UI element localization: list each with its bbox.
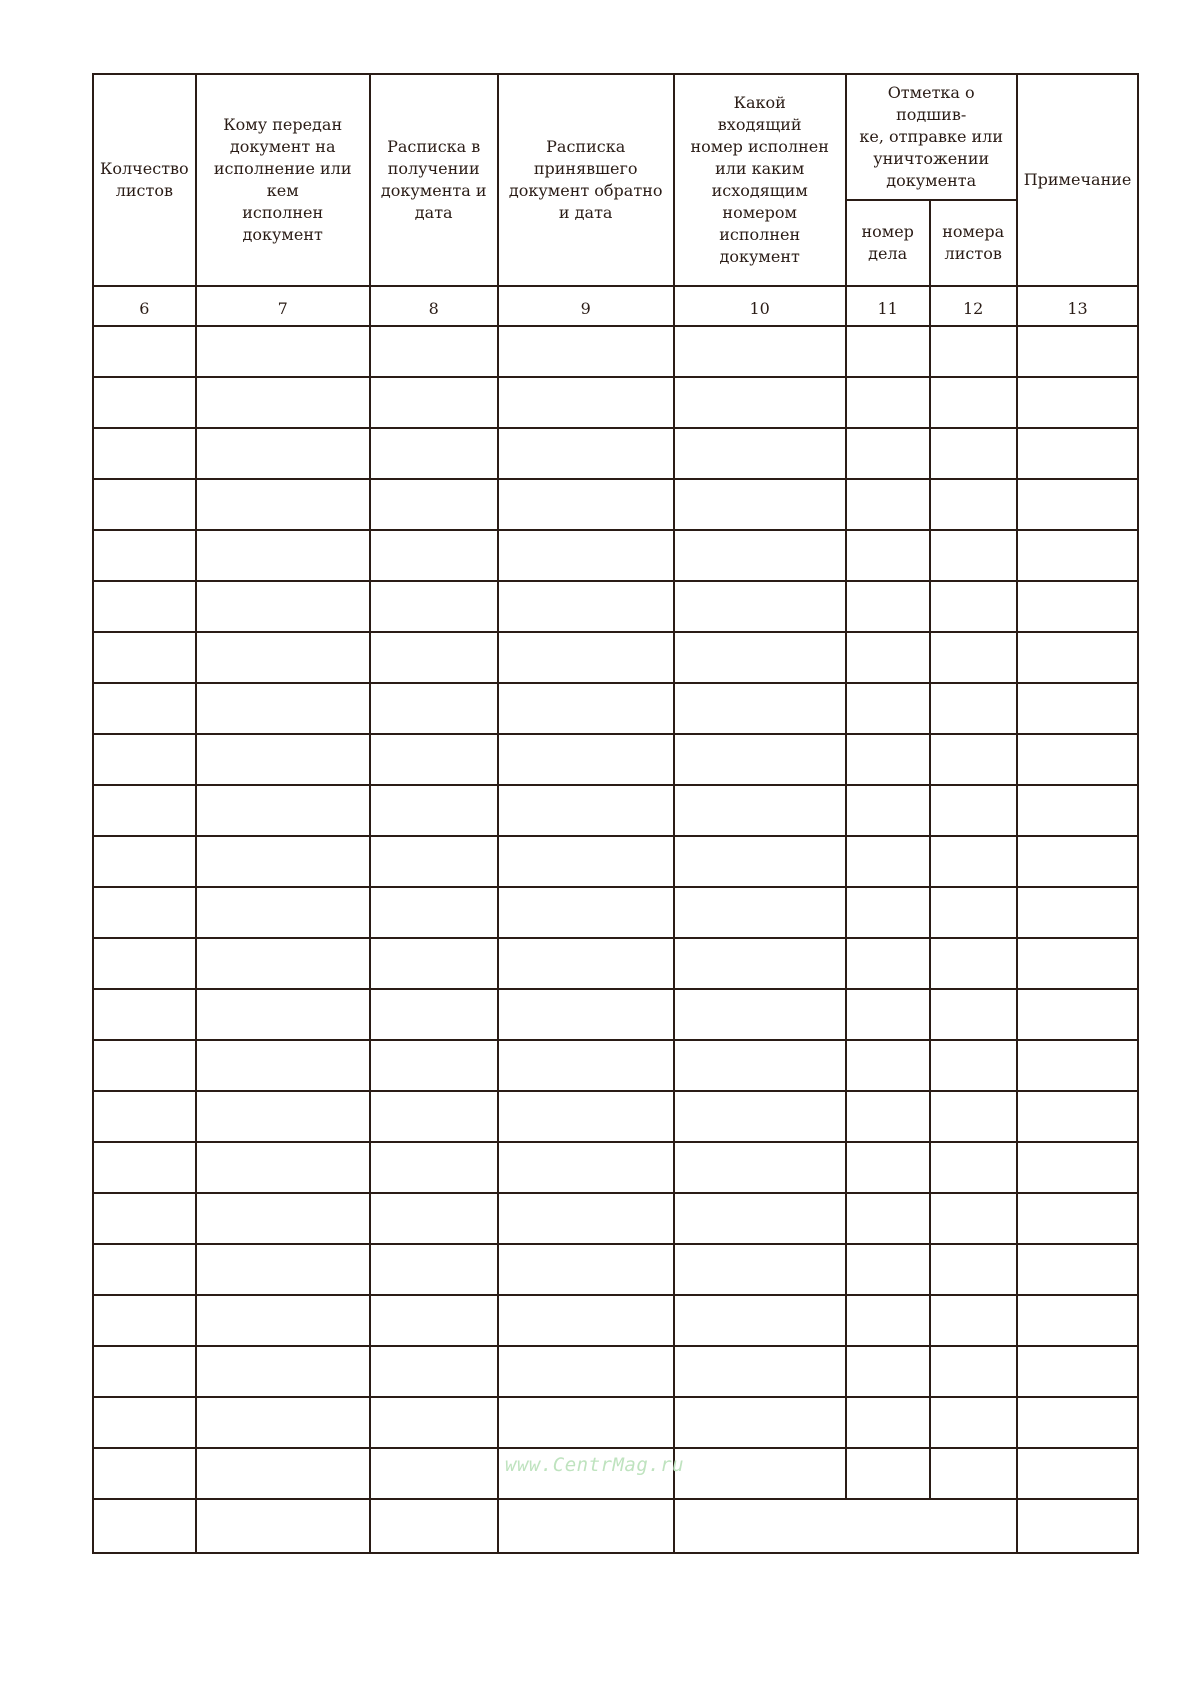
table-cell[interactable] [93, 377, 196, 428]
table-cell[interactable] [93, 1448, 196, 1499]
table-cell[interactable] [93, 1142, 196, 1193]
table-cell[interactable] [930, 887, 1017, 938]
table-cell[interactable] [846, 1091, 930, 1142]
table-cell[interactable] [370, 887, 498, 938]
table-cell[interactable] [846, 479, 930, 530]
table-cell[interactable] [93, 1091, 196, 1142]
table-cell[interactable] [674, 1397, 846, 1448]
table-cell[interactable] [196, 1091, 370, 1142]
table-cell[interactable] [370, 581, 498, 632]
table-cell[interactable] [93, 1499, 196, 1553]
table-cell[interactable] [370, 836, 498, 887]
column-number: 12 [930, 286, 1017, 326]
table-cell[interactable] [846, 836, 930, 887]
table-cell[interactable] [93, 989, 196, 1040]
table-cell[interactable] [846, 632, 930, 683]
table-cell[interactable] [196, 1295, 370, 1346]
table-row [93, 938, 1138, 989]
table-cell[interactable] [930, 1397, 1017, 1448]
table-cell[interactable] [498, 989, 674, 1040]
table-cell[interactable] [498, 1244, 674, 1295]
table-cell[interactable] [196, 836, 370, 887]
table-cell[interactable] [846, 1448, 930, 1499]
table-cell[interactable] [498, 1091, 674, 1142]
table-cell[interactable] [93, 1244, 196, 1295]
table-cell[interactable] [370, 326, 498, 377]
table-cell[interactable] [93, 326, 196, 377]
table-cell[interactable] [93, 887, 196, 938]
table-cell[interactable] [370, 989, 498, 1040]
column-number: 11 [846, 286, 930, 326]
table-cell[interactable] [1017, 479, 1139, 530]
table-cell[interactable] [370, 1244, 498, 1295]
table-cell[interactable] [498, 836, 674, 887]
table-cell[interactable] [498, 683, 674, 734]
header-sheet-count: Колчество листов [93, 74, 196, 286]
table-row [93, 1040, 1138, 1091]
table-cell[interactable] [930, 326, 1017, 377]
table-cell[interactable] [674, 1448, 846, 1499]
table-cell[interactable] [674, 683, 846, 734]
table-cell[interactable] [196, 377, 370, 428]
table-cell[interactable] [370, 1091, 498, 1142]
column-number-row [93, 286, 1138, 326]
table-cell[interactable] [93, 632, 196, 683]
table-cell[interactable] [93, 1193, 196, 1244]
header-receipt-received: Расписка в получении документа и дата [370, 74, 498, 286]
table-cell[interactable] [196, 1346, 370, 1397]
table-cell[interactable] [674, 1295, 846, 1346]
watermark: www.CentrMag.ru [505, 1454, 685, 1476]
table-cell[interactable] [196, 1040, 370, 1091]
table-cell[interactable] [846, 377, 930, 428]
table-cell[interactable] [1017, 1397, 1139, 1448]
table-cell[interactable] [846, 1295, 930, 1346]
table-cell[interactable] [196, 632, 370, 683]
table-cell[interactable] [370, 479, 498, 530]
table-cell[interactable] [846, 989, 930, 1040]
table-cell[interactable] [930, 1040, 1017, 1091]
table-row [93, 887, 1138, 938]
table-cell[interactable] [1017, 326, 1139, 377]
table-row [93, 632, 1138, 683]
register-body [93, 326, 1138, 1553]
table-cell[interactable] [846, 326, 930, 377]
table-row [93, 734, 1138, 785]
table-cell[interactable] [498, 785, 674, 836]
table-cell[interactable] [674, 887, 846, 938]
table-cell[interactable] [846, 938, 930, 989]
table-cell[interactable] [1017, 1346, 1139, 1397]
table-cell[interactable] [196, 887, 370, 938]
table-cell[interactable] [674, 836, 846, 887]
table-cell[interactable] [370, 1193, 498, 1244]
table-cell[interactable] [1017, 1040, 1139, 1091]
table-cell[interactable] [370, 1448, 498, 1499]
table-cell[interactable] [498, 530, 674, 581]
table-cell[interactable] [846, 734, 930, 785]
table-cell[interactable] [196, 989, 370, 1040]
table-row [93, 1346, 1138, 1397]
table-cell[interactable] [674, 377, 846, 428]
table-cell[interactable] [498, 632, 674, 683]
table-cell[interactable] [93, 1397, 196, 1448]
table-cell[interactable] [498, 887, 674, 938]
table-cell[interactable] [930, 377, 1017, 428]
table-row [93, 1244, 1138, 1295]
register-table [92, 73, 1139, 1554]
table-cell[interactable] [1017, 836, 1139, 887]
table-cell[interactable] [498, 938, 674, 989]
table-cell[interactable] [93, 428, 196, 479]
table-cell[interactable] [370, 734, 498, 785]
table-cell[interactable] [93, 683, 196, 734]
table-cell[interactable] [370, 530, 498, 581]
table-row [93, 479, 1138, 530]
table-cell[interactable] [1017, 989, 1139, 1040]
header-sheet-numbers: номера листов [930, 200, 1017, 286]
table-row [93, 683, 1138, 734]
table-row [93, 1448, 1138, 1499]
table-cell[interactable] [196, 428, 370, 479]
table-cell[interactable] [674, 938, 846, 989]
table-cell[interactable] [930, 938, 1017, 989]
table-cell[interactable] [370, 785, 498, 836]
table-cell[interactable] [846, 1193, 930, 1244]
table-cell[interactable] [674, 530, 846, 581]
table-cell[interactable] [930, 1346, 1017, 1397]
table-cell[interactable] [196, 785, 370, 836]
column-number: 6 [93, 286, 196, 326]
table-cell[interactable] [196, 530, 370, 581]
table-cell[interactable] [930, 989, 1017, 1040]
column-number: 13 [1017, 286, 1139, 326]
column-number: 9 [498, 286, 674, 326]
table-cell[interactable] [674, 1346, 846, 1397]
header-note: Примечание [1017, 74, 1139, 286]
table-cell[interactable] [1017, 632, 1139, 683]
table-row [93, 1193, 1138, 1244]
table-cell[interactable] [196, 479, 370, 530]
table-cell[interactable] [196, 1499, 370, 1553]
table-cell[interactable] [674, 326, 846, 377]
table-cell[interactable] [370, 938, 498, 989]
table-cell[interactable] [196, 581, 370, 632]
table-cell[interactable] [196, 1244, 370, 1295]
table-row [93, 1295, 1138, 1346]
table-cell[interactable] [196, 734, 370, 785]
table-cell[interactable] [846, 1244, 930, 1295]
table-cell[interactable] [1017, 1295, 1139, 1346]
table-cell[interactable] [930, 1448, 1017, 1499]
table-cell[interactable] [498, 1193, 674, 1244]
table-cell[interactable] [1017, 428, 1139, 479]
table-cell[interactable] [674, 1193, 846, 1244]
table-cell[interactable] [370, 1040, 498, 1091]
table-cell[interactable] [370, 1142, 498, 1193]
table-cell[interactable] [498, 377, 674, 428]
table-cell[interactable] [498, 734, 674, 785]
table-cell[interactable] [1017, 1448, 1139, 1499]
table-cell[interactable] [93, 734, 196, 785]
table-cell[interactable] [93, 1346, 196, 1397]
table-cell[interactable] [930, 1142, 1017, 1193]
table-cell[interactable] [930, 734, 1017, 785]
table-row [93, 326, 1138, 377]
table-cell[interactable] [498, 326, 674, 377]
table-cell[interactable] [674, 479, 846, 530]
table-cell[interactable] [370, 683, 498, 734]
table-cell[interactable] [93, 836, 196, 887]
table-cell[interactable] [1017, 683, 1139, 734]
table-row [93, 530, 1138, 581]
header-transferred-to: Кому передан документ на исполнение или кем исполнен документ [196, 74, 370, 286]
table-cell[interactable] [674, 1091, 846, 1142]
table-cell[interactable] [1017, 377, 1139, 428]
table-cell[interactable] [846, 581, 930, 632]
table-row [93, 377, 1138, 428]
table-row [93, 1499, 1138, 1553]
table-cell[interactable] [370, 632, 498, 683]
table-cell[interactable] [93, 530, 196, 581]
table-row [93, 428, 1138, 479]
table-cell[interactable] [674, 1040, 846, 1091]
header-executed-number: Какой входящий номер исполнен или каким исходящим номером исполнен документ [674, 74, 846, 286]
table-cell[interactable] [846, 530, 930, 581]
table-cell[interactable] [674, 1499, 1017, 1553]
table-row [93, 1142, 1138, 1193]
table-cell[interactable] [846, 785, 930, 836]
column-number: 10 [674, 286, 846, 326]
table-cell[interactable] [370, 1295, 498, 1346]
table-row [93, 1091, 1138, 1142]
header-filing-mark: Отметка о подшив- ке, отправке или уничтожении документа [846, 74, 1017, 200]
table-row [93, 989, 1138, 1040]
table-cell[interactable] [370, 1499, 498, 1553]
column-number: 8 [370, 286, 498, 326]
table-cell[interactable] [498, 428, 674, 479]
table-cell[interactable] [498, 1346, 674, 1397]
table-cell[interactable] [930, 1193, 1017, 1244]
table-cell[interactable] [196, 1193, 370, 1244]
table-cell[interactable] [930, 1295, 1017, 1346]
table-cell[interactable] [846, 428, 930, 479]
table-cell[interactable] [846, 1346, 930, 1397]
table-cell[interactable] [498, 1448, 674, 1499]
table-cell[interactable] [930, 530, 1017, 581]
table-cell[interactable] [196, 1448, 370, 1499]
table-cell[interactable] [196, 938, 370, 989]
table-cell[interactable] [93, 479, 196, 530]
table-cell[interactable] [930, 479, 1017, 530]
table-cell[interactable] [498, 1142, 674, 1193]
table-cell[interactable] [93, 1295, 196, 1346]
table-cell[interactable] [674, 581, 846, 632]
table-cell[interactable] [196, 326, 370, 377]
table-row [93, 836, 1138, 887]
table-cell[interactable] [674, 632, 846, 683]
table-cell[interactable] [1017, 1193, 1139, 1244]
table-cell[interactable] [498, 581, 674, 632]
table-row [93, 581, 1138, 632]
table-cell[interactable] [1017, 1499, 1139, 1553]
table-cell[interactable] [93, 785, 196, 836]
table-cell[interactable] [846, 1142, 930, 1193]
table-cell[interactable] [1017, 1142, 1139, 1193]
table-cell[interactable] [1017, 734, 1139, 785]
column-number: 7 [196, 286, 370, 326]
table-row [93, 785, 1138, 836]
table-cell[interactable] [930, 683, 1017, 734]
table-cell[interactable] [498, 1295, 674, 1346]
table-cell[interactable] [930, 1091, 1017, 1142]
header-receipt-returned: Расписка принявшего документ обратно и дата [498, 74, 674, 286]
table-cell[interactable] [196, 1397, 370, 1448]
table-cell[interactable] [930, 632, 1017, 683]
table-cell[interactable] [1017, 1244, 1139, 1295]
table-cell[interactable] [196, 683, 370, 734]
table-cell[interactable] [674, 734, 846, 785]
table-cell[interactable] [846, 1397, 930, 1448]
table-cell[interactable] [196, 1142, 370, 1193]
table-cell[interactable] [498, 1499, 674, 1553]
header-case-number: номер дела [846, 200, 930, 286]
table-cell[interactable] [1017, 785, 1139, 836]
table-cell[interactable] [930, 785, 1017, 836]
table-cell[interactable] [498, 479, 674, 530]
table-cell[interactable] [846, 1040, 930, 1091]
table-cell[interactable] [93, 581, 196, 632]
table-cell[interactable] [930, 581, 1017, 632]
table-cell[interactable] [1017, 1091, 1139, 1142]
table-row [93, 1397, 1138, 1448]
table-cell[interactable] [498, 1040, 674, 1091]
table-cell[interactable] [370, 1346, 498, 1397]
table-cell[interactable] [674, 428, 846, 479]
table-cell[interactable] [1017, 938, 1139, 989]
table-cell[interactable] [1017, 530, 1139, 581]
table-cell[interactable] [370, 428, 498, 479]
table-cell[interactable] [370, 377, 498, 428]
table-cell[interactable] [930, 1244, 1017, 1295]
table-cell[interactable] [370, 1397, 498, 1448]
table-cell[interactable] [846, 683, 930, 734]
table-cell[interactable] [674, 1142, 846, 1193]
table-cell[interactable] [93, 938, 196, 989]
table-cell[interactable] [1017, 887, 1139, 938]
table-cell[interactable] [846, 887, 930, 938]
table-cell[interactable] [930, 836, 1017, 887]
table-cell[interactable] [1017, 581, 1139, 632]
table-cell[interactable] [674, 1244, 846, 1295]
table-cell[interactable] [674, 785, 846, 836]
table-cell[interactable] [930, 428, 1017, 479]
table-cell[interactable] [93, 1040, 196, 1091]
table-cell[interactable] [498, 1397, 674, 1448]
table-cell[interactable] [674, 989, 846, 1040]
